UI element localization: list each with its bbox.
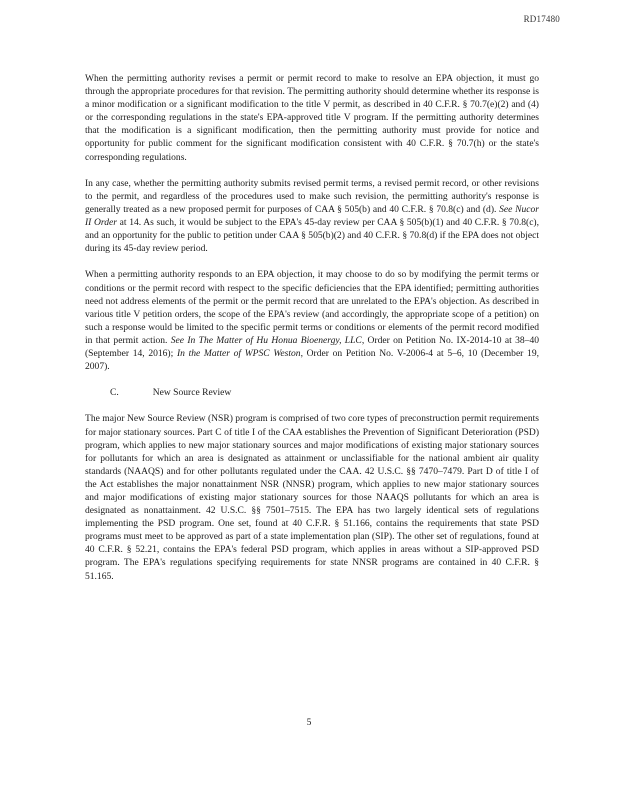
paragraph-text: , Order on Petition No. IX-2014-10 at 38–40 (September 14, 2016); xyxy=(85,334,539,359)
paragraph-text: When a permitting authority responds to an EPA objection, it may choose to do so by modifying the permit terms or conditions or the permit record with respect to the specific deficiencies that the EPA identified; permitting authorities need not address elements of the permit or the permit record that are unrelated to the EPA's objection. As described in various title V petition orders, the scope of the EPA's review (and accordingly, the appropriate scope of a petition) on such a response would be limited to the specific permit terms or conditions or elements of the permit record modified in that permit action. xyxy=(85,269,539,346)
document-body xyxy=(85,72,539,596)
section-heading xyxy=(85,386,539,399)
case-citation: See Nucor II Order xyxy=(85,203,539,229)
case-citation: In the Matter of WPSC Weston xyxy=(176,347,301,359)
section-title: New Source Review xyxy=(152,387,232,399)
paragraph-nsr-program: The major New Source Review (NSR) program is comprised of two core types of preconstruction permit requirements for major stationary sources. Part C of title I of the CAA establishes the Prevention of Significant Deterioration (PSD) program, which applies to new major stationary sources and major modifications of existing major stationary sources for pollutants for which an area is designated as attainment or unclassifiable for the national ambient air quality standards (NAAQS) and for other pollutants regulated under the CAA. 42 U.S.C. §§ 7470–7479. Part D of title I of the Act establishes the major nonattainment NSR (NNSR) program, which applies to new major stationary sources and major modifications of existing major stationary sources for those NAAQS pollutants for which an area is designated as nonattainment. 42 U.S.C. §§ 7501–7515. The EPA has two largely identical sets of regulations implementing the PSD program. One set, found at 40 C.F.R. § 51.166, contains the requirements that state PSD programs must meet to be approved as part of a state implementation plan (SIP). The other set of regulations, found at 40 C.F.R. § 52.21, contains the EPA's federal PSD program, which applies in areas without a SIP-approved PSD program. The EPA's regulations specifying requirements for state NNSR programs are contained in 40 C.F.R. § 51.165. xyxy=(85,413,539,582)
paragraph-permit-revision: When the permitting authority revises a permit or permit record to make to resolve an EPA objection, it must go through the appropriate procedures for that revision. The permitting authority should determine whether its response is a minor modification or a significant modification to the title V permit, as described in 40 C.F.R. § 70.7(e)(2) and (4) or the corresponding regulations in the state's EPA-approved title V program. If the permitting authority determines that the modification is a significant modification, then the permitting authority must provide for notice and opportunity for public comment for the significant modification consistent with 40 C.F.R. § 70.7(h) or the state's corresponding regulations. xyxy=(85,73,539,163)
paragraph-text: In any case, whether the permitting authority submits revised permit terms, a revised permit record, or other revisions to the permit, and regardless of the procedures used to make such revision, the permitting authority's response is generally treated as a new proposed permit for purposes of CAA § 505(b) and 40 C.F.R. § 70.8(c) and (d). xyxy=(85,177,539,215)
paragraph-text: at 14. As such, it would be subject to the EPA's 45-day review per CAA § 505(b)(1) and 40 C.F.R. § 70.8(c), and an opportunity for the public to petition under CAA § 505(b)(2) and 40 C.F.R. § 70.8(d) if the EPA does not object during its 45-day review period. xyxy=(85,217,539,255)
document-id: RD17480 xyxy=(523,14,560,24)
paragraph-scope-of-review xyxy=(85,268,539,373)
case-citation: See In The Matter of Hu Honua Bioenergy, LLC xyxy=(170,334,362,346)
page-number: 5 xyxy=(306,718,312,728)
paragraph-text: , Order on Petition No. V-2006-4 at 5–6, 10 (December 19, 2007). xyxy=(85,347,539,373)
section-letter: C. xyxy=(110,387,119,399)
paragraph-new-proposed-permit xyxy=(85,177,539,256)
